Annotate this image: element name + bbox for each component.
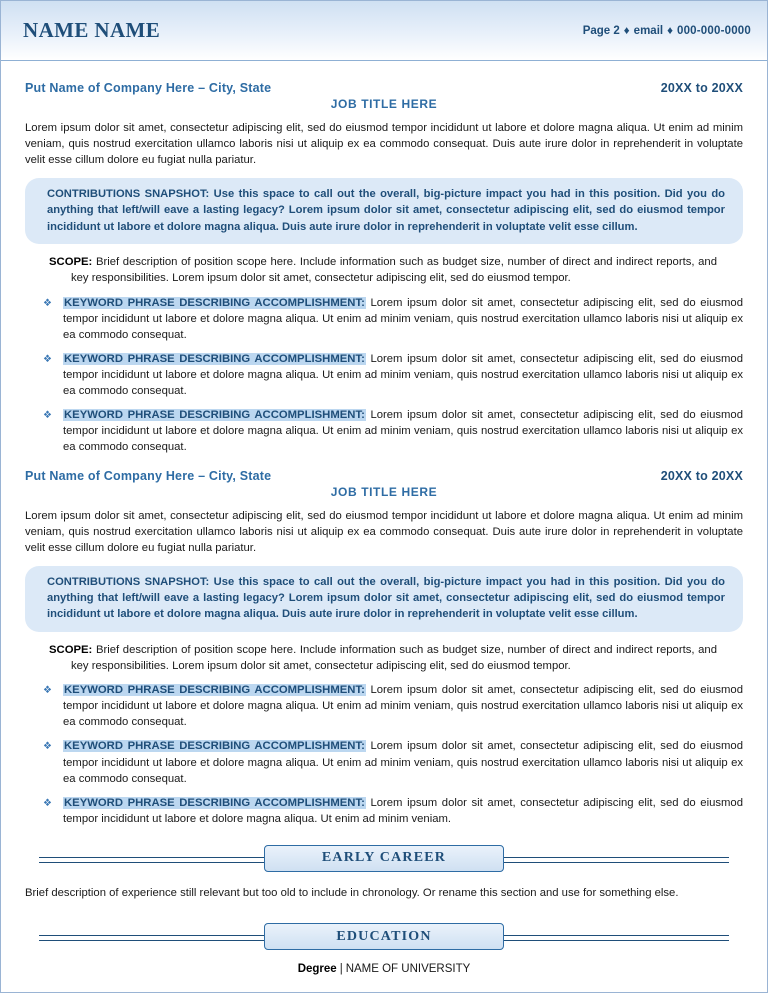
- early-career-banner: [264, 845, 504, 872]
- job-2-snapshot-text: CONTRIBUTIONS SNAPSHOT: Use this space to call out the overall, big-picture impact you had in this position. Did you do anything that left/will eave a lasting legacy? Lorem ipsum dolor sit amet, consectetur adipiscing elit, sed do eiusmod tempor incididunt ut labore et dolore magna aliqua. Duis aute irure dolor in reprehenderit in voluptate velit esse cillum.: [47, 575, 725, 621]
- list-item: [25, 738, 743, 786]
- job-1-bullet-3: [63, 407, 743, 455]
- header-email[interactable]: email: [633, 24, 664, 37]
- education-degree: Degree: [297, 963, 337, 975]
- job-1-scope-label: SCOPE:: [49, 255, 93, 268]
- diamond-bullet-icon: ❖: [43, 353, 52, 365]
- job-2-bullet-2: [63, 738, 743, 786]
- header-contact-line: [583, 25, 751, 37]
- job-1-company: Put Name of Company Here – City, State: [25, 81, 272, 95]
- education-degree-line: [25, 963, 743, 975]
- job-entry-1: [25, 81, 743, 455]
- diamond-bullet-icon: ❖: [43, 741, 52, 753]
- job-2-title: JOB TITLE HERE: [330, 484, 438, 499]
- job-1-snapshot-text: CONTRIBUTIONS SNAPSHOT: Use this space to call out the overall, big-picture impact you had in this position. Did you do anything that left/will eave a lasting legacy? Lorem ipsum dolor sit amet, consectetur adipiscing elit, sed do eiusmod tempor incididunt ut labore et dolore magna aliqua. Duis aute irure dolor in reprehenderit in voluptate velit esse cillum.: [47, 188, 725, 233]
- job-entry-2: [25, 469, 743, 827]
- job-2-bullet-3-keyword: KEYWORD PHRASE DESCRIBING ACCOMPLISHMENT:: [64, 796, 365, 809]
- list-item: [25, 795, 743, 827]
- job-2-bullet-3: [63, 795, 743, 827]
- job-2-header: [25, 469, 743, 483]
- job-1-bullet-3-keyword: KEYWORD PHRASE DESCRIBING ACCOMPLISHMENT:: [64, 408, 365, 421]
- job-2-contributions-snapshot: [25, 566, 743, 632]
- header-candidate-name: NAME NAME: [23, 18, 161, 42]
- job-2-scope-label: SCOPE:: [49, 643, 93, 656]
- job-1-contributions-snapshot: [25, 178, 743, 244]
- early-career-note: Brief description of experience still relevant but too old to include in chronology. Or rename this section and use for something else.: [25, 886, 679, 899]
- list-item: [25, 682, 743, 730]
- job-1-bullet-2: [63, 351, 743, 399]
- list-item: [25, 295, 743, 343]
- early-career-section-header: [25, 845, 743, 873]
- job-2-summary-paragraph: Lorem ipsum dolor sit amet, consectetur adipiscing elit, sed do eiusmod tempor incididunt ut labore et dolore magna aliqua. Ut enim ad minim veniam, quis nostrud exercitation ullamco laboris nisi ut aliquip ex ea commodo consequat. Duis aute irure dolor in reprehenderit in voluptate velit esse cillum dolore eu fugiat nulla pariatur.: [25, 509, 743, 554]
- job-2-bullet-3-text: Lorem ipsum dolor sit amet, consectetur adipiscing elit, sed do eiusmod tempor incididunt ut labore et dolore magna aliqua. Ut enim ad minim veniam.: [63, 796, 743, 825]
- job-2-company: Put Name of Company Here – City, State: [25, 468, 272, 483]
- diamond-separator-icon: ♦: [623, 24, 630, 37]
- document-body: [1, 61, 767, 975]
- job-2-scope-text: Brief description of position scope here. Include information such as budget size, number of direct and indirect reports, and key responsibilities. Lorem ipsum dolor sit amet, consectetur adipiscing elit, sed do eiusmod tempor.: [71, 643, 718, 672]
- job-1-bullet-2-keyword: KEYWORD PHRASE DESCRIBING ACCOMPLISHMENT:: [64, 352, 365, 365]
- job-1-bullet-1-text: Lorem ipsum dolor sit amet, consectetur adipiscing elit, sed do eiusmod tempor incididunt ut labore et dolore magna aliqua. Ut enim ad minim veniam, quis nostrud exercitation ullamco laboris nisi ut aliquip ex ea commodo consequat.: [63, 296, 743, 341]
- list-item: [25, 407, 743, 455]
- job-2-bullet-2-keyword: KEYWORD PHRASE DESCRIBING ACCOMPLISHMENT:: [64, 740, 365, 753]
- header-phone[interactable]: 000-000-0000: [676, 24, 751, 37]
- job-2-bullet-1-text: Lorem ipsum dolor sit amet, consectetur adipiscing elit, sed do eiusmod tempor incididunt ut labore et dolore magna aliqua. Ut enim ad minim veniam, quis nostrud exercitation ullamco laboris nisi ut aliquip ex ea commodo consequat.: [63, 684, 743, 729]
- early-career-title: EARLY CAREER: [321, 850, 447, 866]
- job-2-scope: [25, 642, 743, 675]
- diamond-bullet-icon: ❖: [43, 797, 52, 809]
- education-title: EDUCATION: [336, 928, 432, 944]
- education-section-header: [25, 923, 743, 951]
- job-1-summary-paragraph: Lorem ipsum dolor sit amet, consectetur adipiscing elit, sed do eiusmod tempor incididunt ut labore et dolore magna aliqua. Ut enim ad minim veniam, quis nostrud exercitation ullamco laboris nisi ut aliquip ex ea commodo consequat. Duis aute irure dolor in reprehenderit in voluptate velit esse cillum dolore eu fugiat nulla pariatur.: [25, 122, 743, 167]
- education-university: NAME OF UNIVERSITY: [345, 963, 471, 975]
- job-1-dates: 20XX to 20XX: [660, 81, 743, 95]
- pipe-separator-icon: |: [339, 963, 343, 975]
- job-1-bullet-1: [63, 295, 743, 343]
- page-header: [1, 1, 767, 61]
- diamond-separator-icon-2: ♦: [667, 24, 673, 37]
- job-1-bullet-3-text: Lorem ipsum dolor sit amet, consectetur adipiscing elit, sed do eiusmod tempor incididunt ut labore et dolore magna aliqua. Ut enim ad minim veniam, quis nostrud exercitation ullamco laboris nisi ut aliquip ex ea commodo consequat.: [63, 408, 743, 453]
- job-1-bullet-2-text: Lorem ipsum dolor sit amet, consectetur adipiscing elit, sed do eiusmod tempor incididunt ut labore et dolore magna aliqua. Ut enim ad minim veniam, quis nostrud exercitation ullamco laboris nisi ut aliquip ex ea commodo consequat.: [63, 352, 743, 397]
- job-1-header: [25, 81, 743, 95]
- job-2-dates: 20XX to 20XX: [660, 468, 743, 483]
- header-page-number: Page 2: [582, 24, 620, 37]
- list-item: [25, 351, 743, 399]
- diamond-bullet-icon: ❖: [43, 409, 52, 421]
- job-1-title: JOB TITLE HERE: [330, 97, 438, 111]
- education-banner: [264, 923, 504, 950]
- job-1-scope-text: Brief description of position scope here. Include information such as budget size, number of direct and indirect reports, and key responsibilities. Lorem ipsum dolor sit amet, consectetur adipiscing elit, sed do eiusmod tempor.: [71, 255, 718, 285]
- diamond-bullet-icon: ❖: [43, 297, 52, 309]
- job-1-bullet-1-keyword: KEYWORD PHRASE DESCRIBING ACCOMPLISHMENT:: [64, 296, 365, 309]
- job-1-scope: [25, 254, 743, 287]
- job-2-bullet-1-keyword: KEYWORD PHRASE DESCRIBING ACCOMPLISHMENT:: [64, 684, 365, 697]
- job-2-bullet-2-text: Lorem ipsum dolor sit amet, consectetur adipiscing elit, sed do eiusmod tempor incididunt ut labore et dolore magna aliqua. Ut enim ad minim veniam, quis nostrud exercitation ullamco laboris nisi ut aliquip ex ea commodo consequat.: [63, 740, 743, 785]
- diamond-bullet-icon: ❖: [43, 685, 52, 697]
- job-2-bullet-1: [63, 682, 743, 730]
